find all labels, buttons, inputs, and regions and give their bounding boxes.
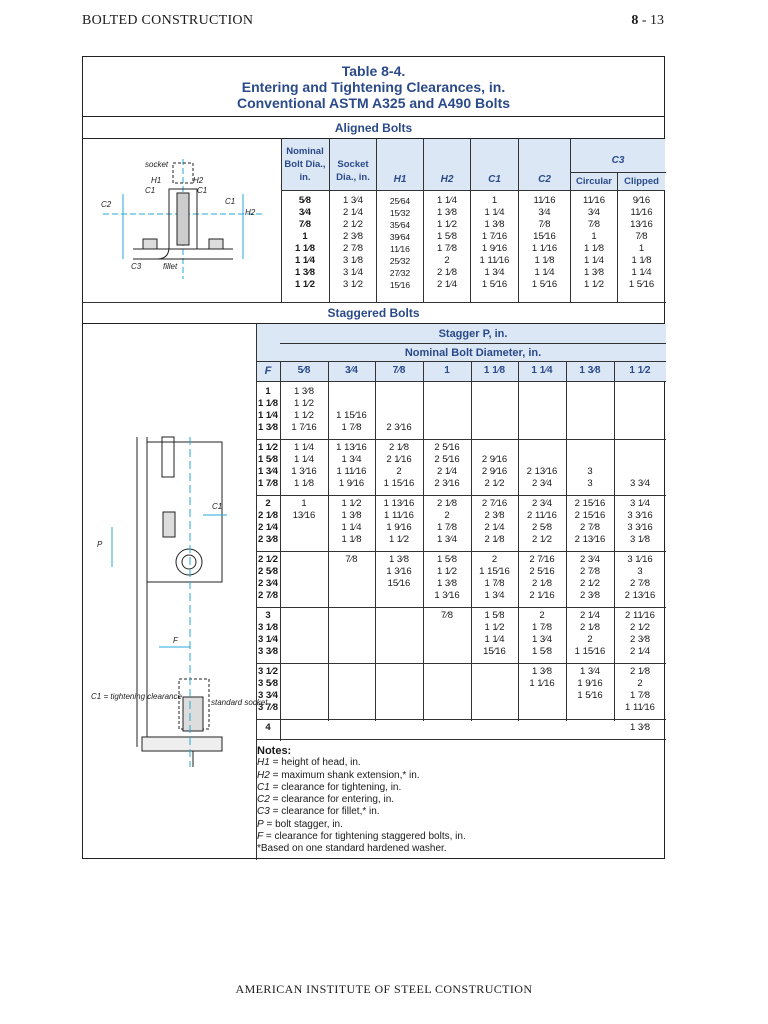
table-cell: 2 1⁄8 2 1 7⁄8 1 11⁄16 — [625, 666, 655, 713]
table-cell: 2 9⁄16 2 9⁄16 2 1⁄2 — [481, 454, 508, 489]
table-cell: 1 13⁄16 — [292, 498, 316, 521]
table-cell: 2 1⁄4 2 1⁄8 2 1 15⁄16 — [574, 610, 606, 657]
header-h2: H2 — [440, 174, 454, 185]
header-c2: C2 — [538, 174, 551, 185]
note-line: C1 = clearance for tightening, in. — [257, 781, 402, 793]
table-cell: 1 3⁄4 1 9⁄16 1 5⁄16 — [577, 666, 603, 701]
header-nominal-dia: Nominal Bolt Dia., in. — [284, 146, 326, 183]
table-cell: 2 1⁄8 2 1⁄16 2 1 15⁄16 — [383, 442, 415, 489]
svg-text:C1: C1 — [212, 502, 223, 511]
table-cell: 7⁄8 — [440, 610, 454, 621]
dia-header: 1 1⁄2 — [629, 365, 651, 376]
note-line: P = bolt stagger, in. — [257, 818, 343, 830]
svg-text:C1: C1 — [197, 186, 208, 195]
table-cell: 2 1 15⁄16 1 7⁄8 1 3⁄4 — [479, 554, 510, 601]
dia-header: 5⁄8 — [297, 365, 311, 376]
table-cell: 2 3⁄4 2 7⁄8 2 1⁄2 2 3⁄8 — [579, 554, 601, 601]
table-cell: 2 5⁄16 2 5⁄16 2 1⁄4 2 3⁄16 — [434, 442, 460, 489]
aligned-section-title: Aligned Bolts — [83, 117, 664, 139]
aligned-col-clipped: 9⁄16 11⁄16 13⁄16 7⁄8 1 1 1⁄8 1 1⁄4 1 5⁄16 — [628, 195, 655, 290]
aligned-bolt-diagram — [93, 149, 273, 289]
aligned-col-circular: 11⁄16 3⁄4 7⁄8 1 1 1⁄8 1 1⁄4 1 3⁄8 1 1⁄2 — [582, 195, 605, 290]
running-header: BOLTED CONSTRUCTION — [82, 13, 254, 28]
aligned-col-socket: 1 3⁄4 2 1⁄4 2 1⁄2 2 3⁄8 2 7⁄8 3 1⁄8 3 1⁄4 3 1⁄2 — [342, 195, 364, 290]
table-cell: 2 11⁄16 2 1⁄2 2 3⁄8 2 1⁄4 — [625, 610, 655, 657]
svg-text:C3: C3 — [131, 262, 142, 271]
table-cell: 1 1⁄2 1 3⁄8 1 1⁄4 1 1⁄8 — [341, 498, 362, 545]
table-cell: 2 3⁄4 2 11⁄16 2 5⁄8 2 1⁄2 — [527, 498, 557, 545]
table-cell: 1 3⁄8 1 1⁄2 1 1⁄2 1 7⁄16 — [291, 386, 317, 433]
note-line: H2 = maximum shank extension,* in. — [257, 769, 420, 781]
table-cell: 1 3⁄8 1 3⁄16 15⁄16 — [386, 554, 412, 589]
f-group: 1 1⁄2 1 5⁄8 1 3⁄4 1 7⁄8 — [257, 442, 279, 489]
dia-header: 1 — [444, 365, 450, 376]
notes-block — [257, 745, 466, 856]
label-socket: socket — [145, 160, 169, 169]
svg-text:P: P — [97, 540, 103, 549]
table-cell: 3 1⁄4 3 3⁄16 3 3⁄16 3 1⁄8 — [627, 498, 653, 545]
aligned-col-h1: 25⁄64 15⁄32 35⁄64 39⁄64 11⁄16 25⁄32 27⁄32 15⁄16 — [389, 196, 411, 290]
f-group: 1 1 1⁄8 1 1⁄4 1 3⁄8 — [257, 386, 279, 433]
note-line: F = clearance for tightening staggered bolts, in. — [257, 831, 466, 843]
notes-footnote: *Based on one standard hardened washer. — [257, 843, 447, 855]
dia-header: 3⁄4 — [345, 365, 358, 376]
svg-text:H1: H1 — [151, 176, 162, 185]
staggered-section-title: Staggered Bolts — [83, 302, 664, 324]
note-line: C2 = clearance for entering, in. — [257, 794, 395, 806]
f-header: F — [264, 365, 272, 377]
header-h1: H1 — [393, 174, 407, 185]
svg-text:standard socket: standard socket — [211, 698, 268, 707]
aligned-col-nominal: 5⁄8 3⁄4 7⁄8 1 1 1⁄8 1 1⁄4 1 3⁄8 1 1⁄2 — [294, 195, 316, 290]
f-group: 3 1⁄2 3 5⁄8 3 3⁄4 3 7⁄8 — [257, 666, 279, 713]
table-cell: 3 3⁄4 — [629, 478, 651, 489]
aligned-col-c1: 1 1 1⁄4 1 3⁄8 1 7⁄16 1 9⁄16 1 11⁄16 1 3⁄4 1 5⁄16 — [479, 195, 510, 290]
page-number: 8 - 13 — [631, 13, 664, 28]
f-group: 4 — [265, 722, 271, 733]
table-cell: 1 3⁄8 1 1⁄16 — [529, 666, 555, 689]
header-socket-dia: Socket Dia., in. — [336, 159, 370, 183]
header-c1: C1 — [488, 174, 501, 185]
note-line: C3 = clearance for fillet,* in. — [257, 806, 380, 818]
svg-text:C1 = tightening clearance: C1 = tightening clearance — [91, 692, 182, 701]
nominal-dia-header: Nominal Bolt Diameter, in. — [404, 347, 542, 359]
aligned-col-h2: 1 1⁄4 1 3⁄8 1 1⁄2 1 5⁄8 1 7⁄8 2 2 1⁄8 2 1⁄4 — [436, 195, 458, 290]
svg-text:fillet: fillet — [163, 262, 178, 271]
table-cell: 3 3 — [587, 466, 593, 489]
table-frame — [82, 56, 665, 859]
svg-text:C2: C2 — [101, 200, 112, 209]
svg-text:C1: C1 — [145, 186, 156, 195]
dia-header: 1 1⁄4 — [531, 365, 553, 376]
stagger-p-header: Stagger P, in. — [438, 328, 508, 340]
table-cell: 2 1⁄8 2 1 7⁄8 1 3⁄4 — [436, 498, 458, 545]
header-circular: Circular — [576, 176, 612, 187]
svg-text:H2: H2 — [245, 208, 256, 217]
dia-header: 7⁄8 — [392, 365, 406, 376]
dia-header: 1 3⁄8 — [579, 365, 601, 376]
svg-text:F: F — [173, 636, 178, 645]
table-cell: 1 1⁄4 1 1⁄4 1 3⁄16 1 1⁄8 — [291, 442, 317, 489]
table-cell: 1 3⁄8 — [629, 722, 651, 733]
svg-text:H2: H2 — [193, 176, 204, 185]
table-cell: 2 3⁄16 — [386, 422, 412, 433]
table-cell: 2 7⁄16 2 3⁄8 2 1⁄4 2 1⁄8 — [481, 498, 508, 545]
table-cell: 1 13⁄16 1 3⁄4 1 11⁄16 1 9⁄16 — [336, 442, 367, 489]
header-c3: C3 — [611, 155, 625, 166]
table-cell: 2 7⁄16 2 5⁄16 2 1⁄8 2 1⁄16 — [529, 554, 555, 601]
table-cell: 2 13⁄16 2 3⁄4 — [526, 466, 558, 489]
table-cell: 1 5⁄8 1 1⁄2 1 3⁄8 1 3⁄16 — [434, 554, 460, 601]
table-cell: 2 1 7⁄8 1 3⁄4 1 5⁄8 — [531, 610, 553, 657]
f-group: 2 1⁄2 2 5⁄8 2 3⁄4 2 7⁄8 — [257, 554, 279, 601]
f-group: 2 2 1⁄8 2 1⁄4 2 3⁄8 — [257, 498, 279, 545]
aligned-col-c2: 11⁄16 3⁄4 7⁄8 15⁄16 1 1⁄16 1 1⁄8 1 1⁄4 1 5⁄16 — [531, 195, 558, 290]
page-footer: AMERICAN INSTITUTE OF STEEL CONSTRUCTION — [235, 982, 533, 996]
table-title: Table 8-4. Entering and Tightening Clearances, in. Conventional ASTM A325 and A490 Bolts — [83, 57, 664, 117]
table-cell: 1 15⁄16 1 7⁄8 — [336, 410, 367, 433]
header-clipped: Clipped — [624, 176, 659, 187]
notes-title: Notes: — [257, 745, 292, 757]
f-group: 3 3 1⁄8 3 1⁄4 3 3⁄8 — [257, 610, 279, 657]
dia-header: 1 1⁄8 — [483, 365, 506, 376]
note-line: H1 = height of head, in. — [257, 757, 361, 769]
table-cell: 3 1⁄16 3 2 7⁄8 2 13⁄16 — [624, 554, 656, 601]
table-cell: 7⁄8 — [345, 554, 358, 565]
svg-text:C1: C1 — [225, 197, 236, 206]
table-cell: 2 15⁄16 2 15⁄16 2 7⁄8 2 13⁄16 — [574, 498, 606, 545]
table-cell: 1 5⁄8 1 1⁄2 1 1⁄4 15⁄16 — [483, 610, 506, 657]
table-cell: 1 13⁄16 1 11⁄16 1 9⁄16 1 1⁄2 — [383, 498, 415, 545]
